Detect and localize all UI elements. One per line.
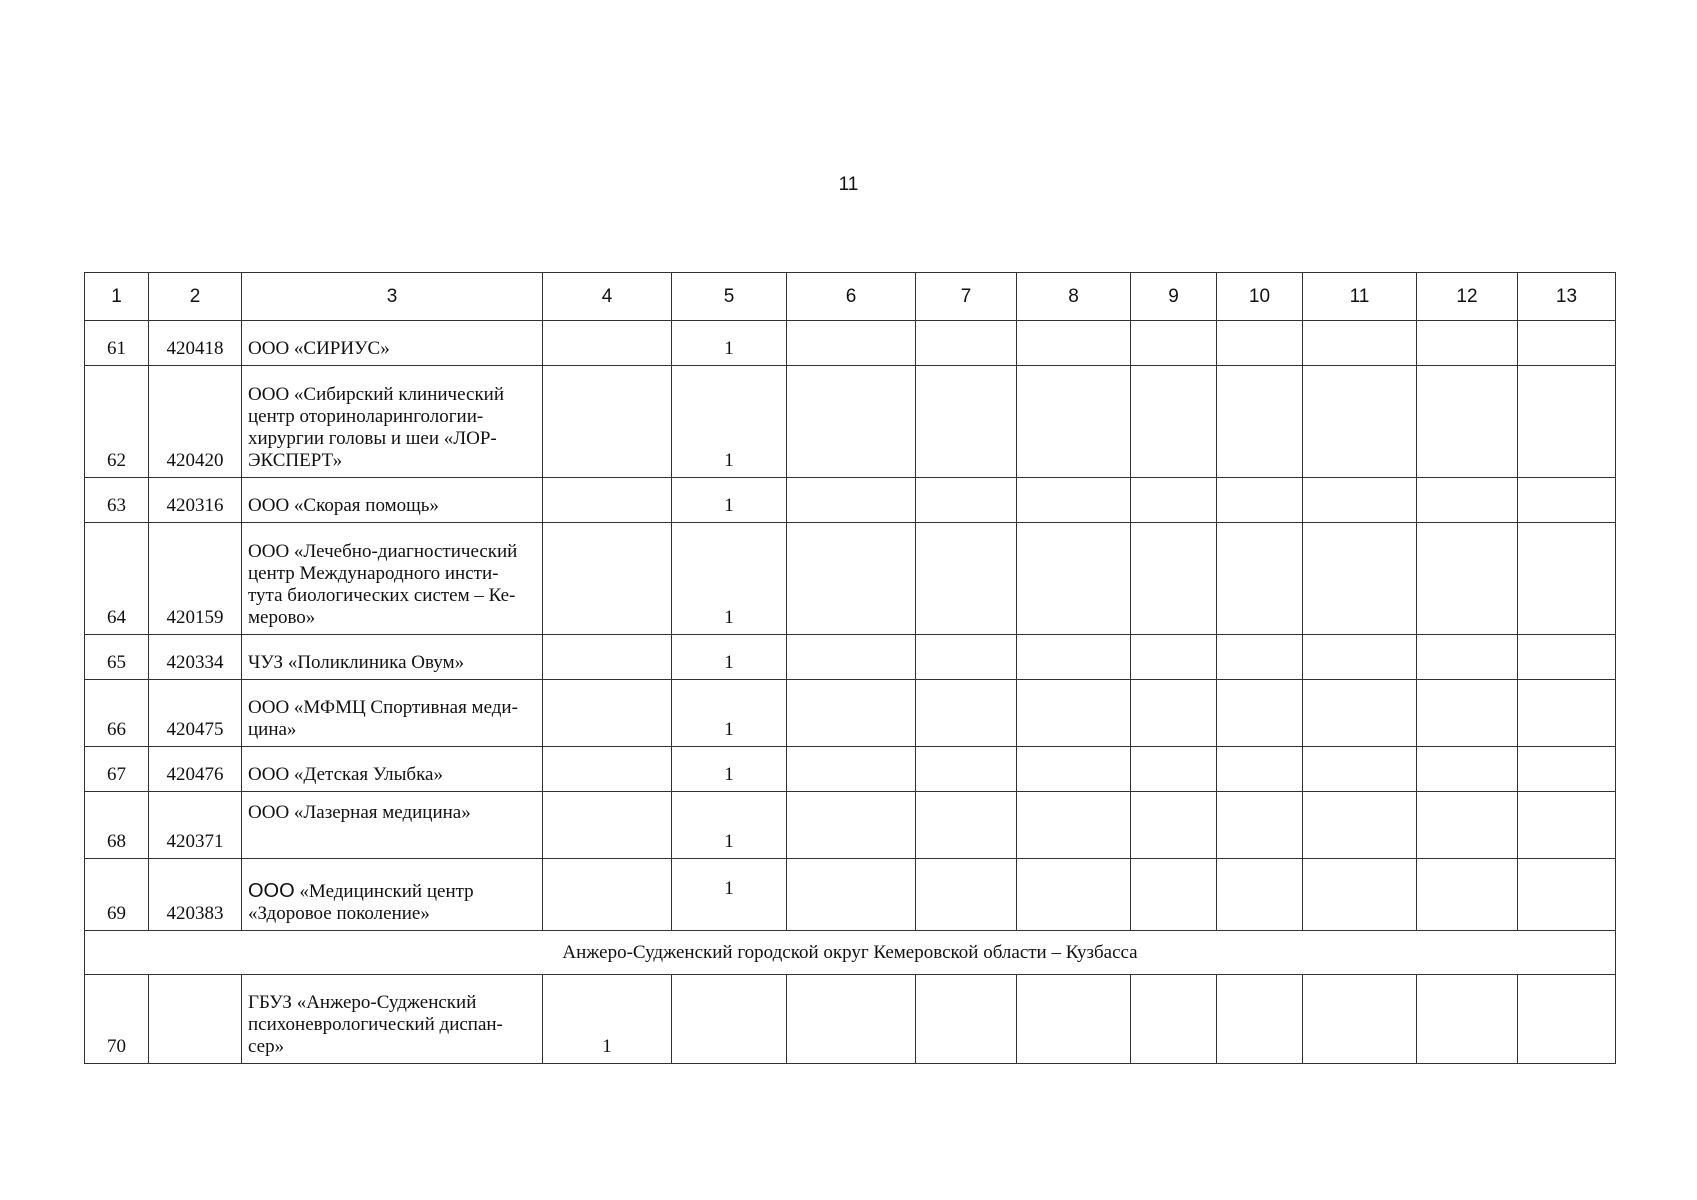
row-col7 (916, 321, 1017, 366)
row-name-text: ГБУЗ «Анжеро-Судженский психоневрологический диспан- сер» (248, 992, 503, 1057)
row-col5: 1 (672, 635, 787, 680)
row-name (242, 635, 543, 680)
row-col6 (787, 792, 916, 859)
table-row (85, 635, 1616, 680)
row-col7 (916, 975, 1017, 1064)
row-name-lead: ООО (248, 880, 295, 902)
row-col8 (1017, 975, 1131, 1064)
row-code (149, 975, 242, 1064)
row-col6 (787, 321, 916, 366)
row-col13 (1518, 747, 1616, 792)
row-col4 (543, 635, 672, 680)
row-name-text: ООО «Скорая помощь» (248, 495, 439, 516)
row-col7 (916, 792, 1017, 859)
row-name (242, 792, 543, 859)
row-col13 (1518, 975, 1616, 1064)
row-col8 (1017, 859, 1131, 931)
row-name (242, 366, 543, 478)
row-number: 63 (85, 478, 149, 523)
row-col12 (1417, 321, 1518, 366)
row-col4 (543, 680, 672, 747)
row-number: 70 (85, 975, 149, 1064)
row-col12 (1417, 975, 1518, 1064)
row-col5: 1 (672, 859, 787, 931)
row-col13 (1518, 635, 1616, 680)
row-col10 (1217, 792, 1303, 859)
row-name-text: ООО «МФМЦ Спортивная меди- цина» (248, 697, 518, 740)
table-row (85, 975, 1616, 1064)
row-name (242, 975, 543, 1064)
row-col5: 1 (672, 478, 787, 523)
row-code: 420371 (149, 792, 242, 859)
row-col12 (1417, 859, 1518, 931)
row-col9 (1131, 321, 1217, 366)
row-col12 (1417, 478, 1518, 523)
row-name-text: ООО «СИРИУС» (248, 338, 390, 359)
row-number: 62 (85, 366, 149, 478)
row-col10 (1217, 523, 1303, 635)
data-table (84, 272, 1616, 1064)
row-name-text (248, 881, 474, 924)
row-col5: 1 (672, 747, 787, 792)
row-col8 (1017, 523, 1131, 635)
row-col10 (1217, 747, 1303, 792)
row-col10 (1217, 366, 1303, 478)
header-cell: 10 (1217, 273, 1303, 321)
row-col11 (1303, 478, 1417, 523)
row-col13 (1518, 478, 1616, 523)
row-col7 (916, 859, 1017, 931)
row-col8 (1017, 680, 1131, 747)
row-code: 420334 (149, 635, 242, 680)
row-code: 420475 (149, 680, 242, 747)
row-col12 (1417, 635, 1518, 680)
table-row (85, 366, 1616, 478)
row-name-text: ООО «Лазерная медицина» (248, 802, 471, 823)
row-col12 (1417, 523, 1518, 635)
table-row (85, 859, 1616, 931)
row-col13 (1518, 859, 1616, 931)
header-cell: 1 (85, 273, 149, 321)
row-col9 (1131, 680, 1217, 747)
row-col6 (787, 523, 916, 635)
row-col11 (1303, 523, 1417, 635)
row-col4: 1 (543, 975, 672, 1064)
row-number: 61 (85, 321, 149, 366)
row-code: 420476 (149, 747, 242, 792)
row-col9 (1131, 478, 1217, 523)
row-number: 66 (85, 680, 149, 747)
row-col8 (1017, 478, 1131, 523)
row-name (242, 680, 543, 747)
row-col13 (1518, 523, 1616, 635)
header-cell: 13 (1518, 273, 1616, 321)
row-col6 (787, 478, 916, 523)
row-col9 (1131, 635, 1217, 680)
header-cell: 6 (787, 273, 916, 321)
row-name-text: ООО «Сибирский клинический центр оториноларингологии- хирургии головы и шеи «ЛОР- ЭКСПЕРТ» (248, 384, 505, 471)
row-col6 (787, 859, 916, 931)
header-cell: 8 (1017, 273, 1131, 321)
table-row (85, 523, 1616, 635)
row-col7 (916, 366, 1017, 478)
row-col11 (1303, 680, 1417, 747)
row-code: 420159 (149, 523, 242, 635)
page-number: 11 (838, 174, 859, 195)
row-col11 (1303, 975, 1417, 1064)
row-number: 64 (85, 523, 149, 635)
row-number: 65 (85, 635, 149, 680)
row-col6 (787, 975, 916, 1064)
row-code: 420316 (149, 478, 242, 523)
row-code: 420418 (149, 321, 242, 366)
table-row (85, 680, 1616, 747)
row-col5: 1 (672, 321, 787, 366)
row-col8 (1017, 321, 1131, 366)
row-col7 (916, 635, 1017, 680)
row-number: 67 (85, 747, 149, 792)
row-col4 (543, 747, 672, 792)
header-row (85, 273, 1616, 321)
row-col10 (1217, 859, 1303, 931)
row-code: 420383 (149, 859, 242, 931)
row-col13 (1518, 680, 1616, 747)
header-cell: 2 (149, 273, 242, 321)
row-col7 (916, 680, 1017, 747)
row-col4 (543, 366, 672, 478)
row-col5 (672, 975, 787, 1064)
row-number: 68 (85, 792, 149, 859)
row-col4 (543, 478, 672, 523)
row-name (242, 321, 543, 366)
row-name-rest: «Медицинский центр «Здоровое поколение» (248, 881, 474, 924)
row-col12 (1417, 747, 1518, 792)
row-col9 (1131, 366, 1217, 478)
header-cell: 12 (1417, 273, 1518, 321)
header-cell: 4 (543, 273, 672, 321)
row-name-text: ООО «Детская Улыбка» (248, 764, 443, 785)
table-row (85, 321, 1616, 366)
row-name-text: ЧУЗ «Поликлиника Овум» (248, 652, 465, 673)
row-col11 (1303, 321, 1417, 366)
row-number: 69 (85, 859, 149, 931)
row-col7 (916, 523, 1017, 635)
row-col11 (1303, 859, 1417, 931)
row-col9 (1131, 792, 1217, 859)
row-col8 (1017, 635, 1131, 680)
row-col6 (787, 635, 916, 680)
row-col11 (1303, 747, 1417, 792)
header-cell: 7 (916, 273, 1017, 321)
header-cell: 11 (1303, 273, 1417, 321)
row-col12 (1417, 366, 1518, 478)
row-col10 (1217, 635, 1303, 680)
section-title: Анжеро-Судженский городской округ Кемеровской области – Кузбасса (85, 931, 1616, 975)
row-col10 (1217, 680, 1303, 747)
row-col11 (1303, 366, 1417, 478)
row-col9 (1131, 859, 1217, 931)
row-code: 420420 (149, 366, 242, 478)
row-col5: 1 (672, 792, 787, 859)
row-col4 (543, 523, 672, 635)
row-col5: 1 (672, 366, 787, 478)
row-col10 (1217, 321, 1303, 366)
row-col4 (543, 321, 672, 366)
row-col12 (1417, 680, 1518, 747)
row-name (242, 523, 543, 635)
row-col7 (916, 747, 1017, 792)
row-name-text: ООО «Лечебно-диагностический центр Международного инсти- тута биологических систем – Ке- мерово» (248, 541, 518, 628)
row-col9 (1131, 523, 1217, 635)
header-cell: 9 (1131, 273, 1217, 321)
row-name (242, 478, 543, 523)
row-col9 (1131, 747, 1217, 792)
row-name (242, 859, 543, 931)
row-col12 (1417, 792, 1518, 859)
row-col8 (1017, 747, 1131, 792)
row-col8 (1017, 792, 1131, 859)
header-cell: 5 (672, 273, 787, 321)
row-col10 (1217, 975, 1303, 1064)
row-col13 (1518, 321, 1616, 366)
row-col9 (1131, 975, 1217, 1064)
table-row (85, 792, 1616, 859)
row-name (242, 747, 543, 792)
row-col10 (1217, 478, 1303, 523)
row-col5: 1 (672, 680, 787, 747)
header-cell: 3 (242, 273, 543, 321)
row-col8 (1017, 366, 1131, 478)
row-col4 (543, 792, 672, 859)
row-col6 (787, 747, 916, 792)
section-row (85, 931, 1616, 975)
row-col11 (1303, 635, 1417, 680)
row-col6 (787, 366, 916, 478)
row-col13 (1518, 792, 1616, 859)
table-row (85, 478, 1616, 523)
row-col11 (1303, 792, 1417, 859)
row-col4 (543, 859, 672, 931)
row-col5: 1 (672, 523, 787, 635)
table-row (85, 747, 1616, 792)
row-col6 (787, 680, 916, 747)
row-col13 (1518, 366, 1616, 478)
row-col7 (916, 478, 1017, 523)
